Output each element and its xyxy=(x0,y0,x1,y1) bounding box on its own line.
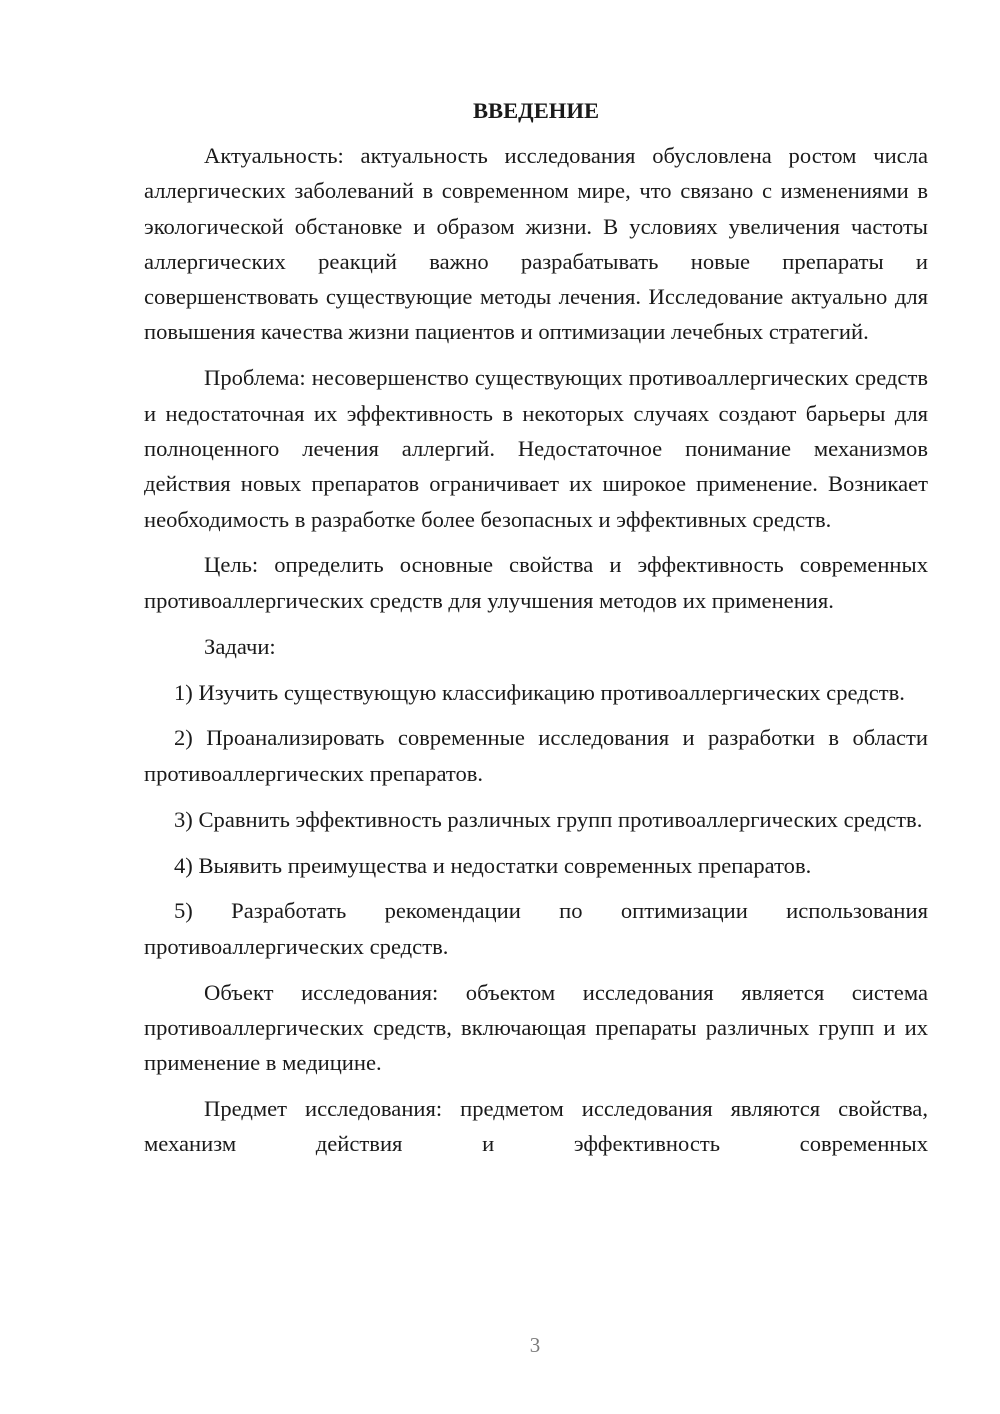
page-number: 3 xyxy=(529,1333,541,1357)
tasks-heading: Задачи: xyxy=(204,633,276,659)
task-item-2: 2) Проанализировать современные исследования и разработки в области противоаллергических препаратов. xyxy=(144,725,928,786)
paragraph-relevance: Актуальность: актуальность исследования обусловлена ростом числа аллергических заболеваний в современном мире, что связано с изменениями в экологической обстановке и образом жизни. В условиях увеличения частоты аллергических реакций важно разрабатывать новые препараты и совершенствовать существующие методы лечения. Исследование актуально для повышения качества жизни пациентов и оптимизации лечебных стратегий. xyxy=(144,143,928,345)
paragraph-goal: Цель: определить основные свойства и эффективность современных противоаллергических средств для улучшения методов их применения. xyxy=(144,552,928,613)
task-item-1: 1) Изучить существующую классификацию противоаллергических средств. xyxy=(174,679,905,705)
task-item-5: 5) Разработать рекомендации по оптимизации использования противоаллергических средств. xyxy=(144,898,928,959)
task-item-3: 3) Сравнить эффективность различных групп противоаллергических средств. xyxy=(174,806,923,832)
paragraph-object: Объект исследования: объектом исследования является система противоаллергических средств, включающая препараты различных групп и их применение в медицине. xyxy=(144,979,928,1076)
section-title: ВВЕДЕНИЕ xyxy=(472,98,600,123)
document-page xyxy=(144,88,928,1162)
paragraph-subject: Предмет исследования: предметом исследования являются свойства, механизм действия и эффективность современных xyxy=(144,1096,928,1157)
paragraph-problem: Проблема: несовершенство существующих противоаллергических средств и недостаточная их эффективность в некоторых случаях создают барьеры для полноценного лечения аллергий. Недостаточное понимание механизмов действия новых препаратов ограничивает их широкое применение. Возникает необходимость в разработке более безопасных и эффективных средств. xyxy=(144,365,928,532)
task-item-4: 4) Выявить преимущества и недостатки современных препаратов. xyxy=(174,852,812,878)
